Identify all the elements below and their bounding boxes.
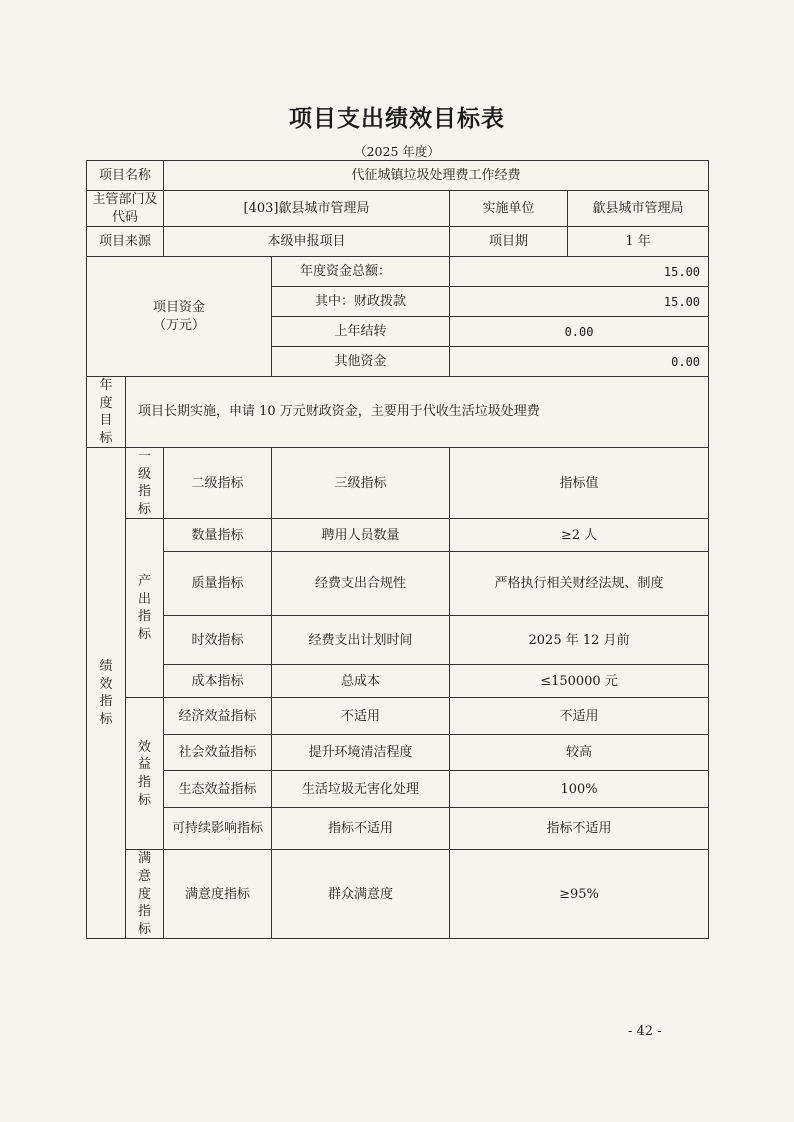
table-row bbox=[87, 519, 709, 552]
funds-label: 项目资金 bbox=[153, 300, 206, 316]
level2-cell: 社会效益指标 bbox=[164, 735, 272, 771]
group-level1: 效益指标 bbox=[137, 739, 151, 808]
funds-carryover-label: 上年结转 bbox=[272, 317, 450, 347]
table-row bbox=[87, 698, 709, 735]
header-level1: 一级指标 bbox=[137, 449, 151, 517]
level2-cell: 成本指标 bbox=[164, 665, 272, 698]
funds-label-cell bbox=[87, 257, 272, 377]
table-row bbox=[87, 665, 709, 698]
funds-other-label: 其他资金 bbox=[272, 347, 450, 377]
project-name-value: 代征城镇垃圾处理费工作经费 bbox=[164, 161, 709, 191]
group-satisfaction-cell bbox=[126, 850, 164, 939]
funds-fiscal-label: 其中：财政拨款 bbox=[272, 287, 450, 317]
header-level2: 二级指标 bbox=[164, 448, 272, 519]
table-row bbox=[87, 616, 709, 665]
value-cell: 100% bbox=[450, 771, 709, 808]
level3-cell: 经费支出合规性 bbox=[272, 552, 450, 616]
value-cell: ≥95% bbox=[450, 850, 709, 939]
header-level1-cell bbox=[126, 448, 164, 519]
level2-cell: 质量指标 bbox=[164, 552, 272, 616]
group-benefit-cell bbox=[126, 698, 164, 850]
level3-cell: 提升环境清洁程度 bbox=[272, 735, 450, 771]
funds-total-label: 年度资金总额： bbox=[272, 257, 450, 287]
impl-unit-label: 实施单位 bbox=[450, 191, 568, 227]
year-subtitle: （2025 年度） bbox=[354, 144, 440, 159]
level3-cell: 群众满意度 bbox=[272, 850, 450, 939]
level2-cell: 数量指标 bbox=[164, 519, 272, 552]
level2-cell: 可持续影响指标 bbox=[164, 808, 272, 850]
level3-cell: 经费支出计划时间 bbox=[272, 616, 450, 665]
perf-label-cell bbox=[87, 448, 126, 939]
table-row bbox=[87, 808, 709, 850]
annual-goal-label-cell bbox=[87, 377, 126, 448]
dept-value: [403]歙县城市管理局 bbox=[164, 191, 450, 227]
value-cell: 严格执行相关财经法规、制度 bbox=[450, 552, 709, 616]
table-row bbox=[87, 735, 709, 771]
header-level3: 三级指标 bbox=[272, 448, 450, 519]
source-value: 本级申报项目 bbox=[164, 227, 450, 257]
level2-cell: 经济效益指标 bbox=[164, 698, 272, 735]
value-cell: ≤150000 元 bbox=[450, 665, 709, 698]
funds-other-value: 0.00 bbox=[450, 347, 709, 377]
annual-goal-value: 项目长期实施，申请 10 万元财政资金，主要用于代收生活垃圾处理费 bbox=[126, 377, 709, 448]
dept-label: 主管部门及代码 bbox=[87, 191, 164, 227]
table-row bbox=[87, 771, 709, 808]
level3-cell: 指标不适用 bbox=[272, 808, 450, 850]
level2-cell: 生态效益指标 bbox=[164, 771, 272, 808]
level2-cell: 满意度指标 bbox=[164, 850, 272, 939]
period-label: 项目期 bbox=[450, 227, 568, 257]
value-cell: 2025 年 12 月前 bbox=[450, 616, 709, 665]
table-row bbox=[87, 850, 709, 939]
level3-cell: 总成本 bbox=[272, 665, 450, 698]
level3-cell: 不适用 bbox=[272, 698, 450, 735]
project-name-label: 项目名称 bbox=[87, 161, 164, 191]
group-level1: 产出指标 bbox=[137, 574, 151, 643]
annual-goal-label: 年度目标 bbox=[99, 378, 113, 446]
impl-unit-value: 歙县城市管理局 bbox=[568, 191, 709, 227]
funds-unit: （万元） bbox=[153, 317, 206, 333]
source-label: 项目来源 bbox=[87, 227, 164, 257]
value-cell: ≥2 人 bbox=[450, 519, 709, 552]
funds-carryover-value: 0.00 bbox=[450, 317, 709, 347]
header-value: 指标值 bbox=[450, 448, 709, 519]
value-cell: 不适用 bbox=[450, 698, 709, 735]
page-number: - 42 - bbox=[628, 1024, 662, 1039]
level3-cell: 生活垃圾无害化处理 bbox=[272, 771, 450, 808]
perf-label: 绩效指标 bbox=[99, 659, 113, 727]
funds-total-value: 15.00 bbox=[450, 257, 709, 287]
table-row bbox=[87, 552, 709, 616]
value-cell: 较高 bbox=[450, 735, 709, 771]
period-value: 1 年 bbox=[568, 227, 709, 257]
funds-fiscal-value: 15.00 bbox=[450, 287, 709, 317]
page-title: 项目支出绩效目标表 bbox=[289, 106, 505, 132]
level2-cell: 时效指标 bbox=[164, 616, 272, 665]
value-cell: 指标不适用 bbox=[450, 808, 709, 850]
performance-target-table bbox=[86, 160, 709, 939]
level3-cell: 聘用人员数量 bbox=[272, 519, 450, 552]
group-level1: 满意度指标 bbox=[137, 851, 151, 937]
group-output-cell bbox=[126, 519, 164, 698]
